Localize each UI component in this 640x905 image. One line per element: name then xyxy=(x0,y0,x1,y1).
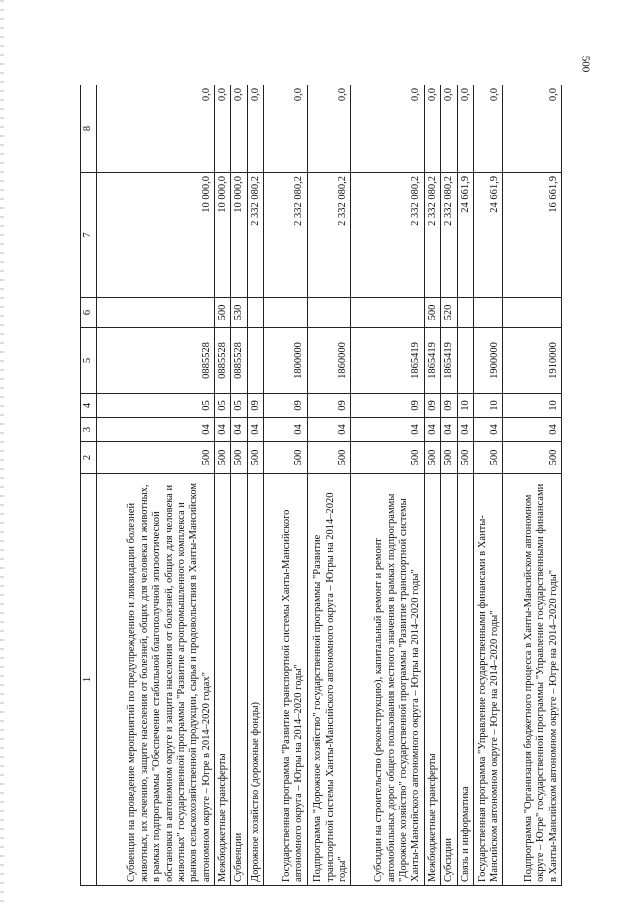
chapter-code-cell: 500 xyxy=(97,442,215,474)
table-row xyxy=(307,85,351,886)
subsection-code-cell: 05 xyxy=(231,394,247,418)
section-code-cell: 04 xyxy=(473,418,503,442)
amount-cell: 2 332 080,2 xyxy=(441,173,457,298)
target-article-cell: 0885528 xyxy=(231,328,247,394)
chapter-code-cell: 500 xyxy=(503,442,562,474)
amount-cell: 10 000,0 xyxy=(97,173,215,298)
subsection-code-cell: 09 xyxy=(441,394,457,418)
amount-cell: 24 661,9 xyxy=(473,173,503,298)
row-name-cell: Государственная программа "Развитие транспортной системы Ханты-Мансийского автономного округа – Югры на 2014–2020 годы" xyxy=(264,474,308,886)
chapter-code-cell: 500 xyxy=(457,442,473,474)
target-article-cell: 1800000 xyxy=(264,328,308,394)
chapter-code-cell: 500 xyxy=(351,442,424,474)
subsection-code-cell: 09 xyxy=(351,394,424,418)
table-row xyxy=(247,85,263,886)
section-code-cell: 04 xyxy=(215,418,231,442)
section-code-cell: 04 xyxy=(97,418,215,442)
subsection-code-cell: 10 xyxy=(457,394,473,418)
amount-cell: 2 332 080,2 xyxy=(351,173,424,298)
section-code-cell: 04 xyxy=(351,418,424,442)
row-name-cell: Связь и информатика xyxy=(457,474,473,886)
header-cell: 6 xyxy=(81,298,97,328)
row-name-cell: Субсидии на строительство (реконструкцию), капитальный ремонт и ремонт автомобильных дорог общего пользования местного значения в рамках подпрограммы "Дорожное хозяйство" государственной программы "Развитие транспортной системы Ханты-Мансийского автономного округа – Югры на 2014–2020 годы" xyxy=(351,474,424,886)
subsection-code-cell: 09 xyxy=(247,394,263,418)
amount-second-cell: 0,0 xyxy=(457,85,473,173)
target-article-cell xyxy=(247,328,263,394)
table-row xyxy=(457,85,473,886)
row-name-cell: Субсидии xyxy=(441,474,457,886)
expense-type-cell xyxy=(247,298,263,328)
table-body xyxy=(97,85,562,886)
table-row xyxy=(351,85,424,886)
expense-type-cell xyxy=(503,298,562,328)
header-cell: 3 xyxy=(81,418,97,442)
chapter-code-cell: 500 xyxy=(264,442,308,474)
amount-cell: 2 332 080,2 xyxy=(307,173,351,298)
target-article-cell: 1910000 xyxy=(503,328,562,394)
header-cell: 1 xyxy=(81,474,97,886)
amount-second-cell: 0,0 xyxy=(503,85,562,173)
chapter-code-cell: 500 xyxy=(307,442,351,474)
section-code-cell: 04 xyxy=(264,418,308,442)
section-code-cell: 04 xyxy=(247,418,263,442)
section-code-cell: 04 xyxy=(307,418,351,442)
table-row xyxy=(264,85,308,886)
table-header-row xyxy=(81,85,97,886)
target-article-cell: 1865419 xyxy=(441,328,457,394)
row-name-cell: Субвенции xyxy=(231,474,247,886)
row-name-cell: Подпрограмма "Организация бюджетного процесса в Ханты-Мансийском автономном округе – Югре" государственной программы "Управление государственными финансами в Ханты-Мансийском автономном округе – Югре на 2014–2020 годы" xyxy=(503,474,562,886)
expense-type-cell: 500 xyxy=(424,298,440,328)
chapter-code-cell: 500 xyxy=(231,442,247,474)
document-sheet xyxy=(80,85,562,886)
target-article-cell: 0885528 xyxy=(97,328,215,394)
expense-type-cell xyxy=(307,298,351,328)
section-code-cell: 04 xyxy=(457,418,473,442)
target-article-cell: 1900000 xyxy=(473,328,503,394)
expense-type-cell xyxy=(473,298,503,328)
chapter-code-cell: 500 xyxy=(424,442,440,474)
table-row xyxy=(473,85,503,886)
amount-second-cell: 0,0 xyxy=(97,85,215,173)
table-row xyxy=(441,85,457,886)
target-article-cell: 1860000 xyxy=(307,328,351,394)
chapter-code-cell: 500 xyxy=(473,442,503,474)
chapter-code-cell: 500 xyxy=(441,442,457,474)
expense-type-cell xyxy=(264,298,308,328)
expense-type-cell xyxy=(97,298,215,328)
expense-type-cell xyxy=(457,298,473,328)
amount-cell: 2 332 080,2 xyxy=(264,173,308,298)
row-name-cell: Межбюджетные трансферты xyxy=(215,474,231,886)
expense-type-cell: 500 xyxy=(215,298,231,328)
subsection-code-cell: 05 xyxy=(97,394,215,418)
expense-type-cell: 520 xyxy=(441,298,457,328)
amount-second-cell: 0,0 xyxy=(473,85,503,173)
rotated-table-frame xyxy=(80,85,562,886)
row-name-cell: Подпрограмма "Дорожное хозяйство" государственной программы "Развитие транспортной системы Ханты-Мансийского автономного округа – Югры на 2014–2020 годы" xyxy=(307,474,351,886)
amount-cell: 24 661,9 xyxy=(457,173,473,298)
table-row xyxy=(424,85,440,886)
chapter-code-cell: 500 xyxy=(215,442,231,474)
header-cell: 4 xyxy=(81,394,97,418)
subsection-code-cell: 10 xyxy=(503,394,562,418)
header-cell: 8 xyxy=(81,85,97,173)
header-cell: 2 xyxy=(81,442,97,474)
amount-second-cell: 0,0 xyxy=(307,85,351,173)
subsection-code-cell: 09 xyxy=(307,394,351,418)
chapter-code-cell: 500 xyxy=(247,442,263,474)
target-article-cell: 1865419 xyxy=(424,328,440,394)
section-code-cell: 04 xyxy=(441,418,457,442)
table-row xyxy=(97,85,215,886)
target-article-cell xyxy=(457,328,473,394)
subsection-code-cell: 10 xyxy=(473,394,503,418)
table-row xyxy=(215,85,231,886)
subsection-code-cell: 09 xyxy=(424,394,440,418)
amount-second-cell: 0,0 xyxy=(264,85,308,173)
row-name-cell: Государственная программа "Управление государственными финансами в Ханты-Мансийском автономном округе – Югре на 2014–2020 годы" xyxy=(473,474,503,886)
amount-second-cell: 0,0 xyxy=(231,85,247,173)
table-row xyxy=(231,85,247,886)
amount-cell: 2 332 080,2 xyxy=(247,173,263,298)
row-name-cell: Межбюджетные трансферты xyxy=(424,474,440,886)
amount-cell: 10 000,0 xyxy=(215,173,231,298)
budget-table xyxy=(80,85,562,886)
expense-type-cell xyxy=(351,298,424,328)
target-article-cell: 0885528 xyxy=(215,328,231,394)
amount-second-cell: 0,0 xyxy=(441,85,457,173)
amount-cell: 10 000,0 xyxy=(231,173,247,298)
header-cell: 5 xyxy=(81,328,97,394)
row-name-cell: Субвенции на проведение мероприятий по предупреждению и ликвидации болезней животных, их лечению, защите населения от болезней, общих для человека и животных, в рамках подпрограммы "Обеспечение стабильной благополучной эпизоотической обстановки в автономном округе и защита населения от болезней, общих для человека и животных" государственной программы "Развитие агропромышленного комплекса и рынков сельскохозяйственной продукции, сырья и продовольствия в Ханты-Мансийском автономном округе – Югре в 2014–2020 годах" xyxy=(97,474,215,886)
amount-second-cell: 0,0 xyxy=(351,85,424,173)
amount-cell: 16 661,9 xyxy=(503,173,562,298)
section-code-cell: 04 xyxy=(424,418,440,442)
amount-cell: 2 332 080,2 xyxy=(424,173,440,298)
page-number: 500 xyxy=(579,55,592,73)
amount-second-cell: 0,0 xyxy=(215,85,231,173)
table-row xyxy=(503,85,562,886)
amount-second-cell: 0,0 xyxy=(424,85,440,173)
section-code-cell: 04 xyxy=(231,418,247,442)
row-name-cell: Дорожное хозяйство (дорожные фонды) xyxy=(247,474,263,886)
scan-edge-marks xyxy=(0,0,4,905)
amount-second-cell: 0,0 xyxy=(247,85,263,173)
expense-type-cell: 530 xyxy=(231,298,247,328)
section-code-cell: 04 xyxy=(503,418,562,442)
header-cell: 7 xyxy=(81,173,97,298)
target-article-cell: 1865419 xyxy=(351,328,424,394)
subsection-code-cell: 09 xyxy=(264,394,308,418)
subsection-code-cell: 05 xyxy=(215,394,231,418)
